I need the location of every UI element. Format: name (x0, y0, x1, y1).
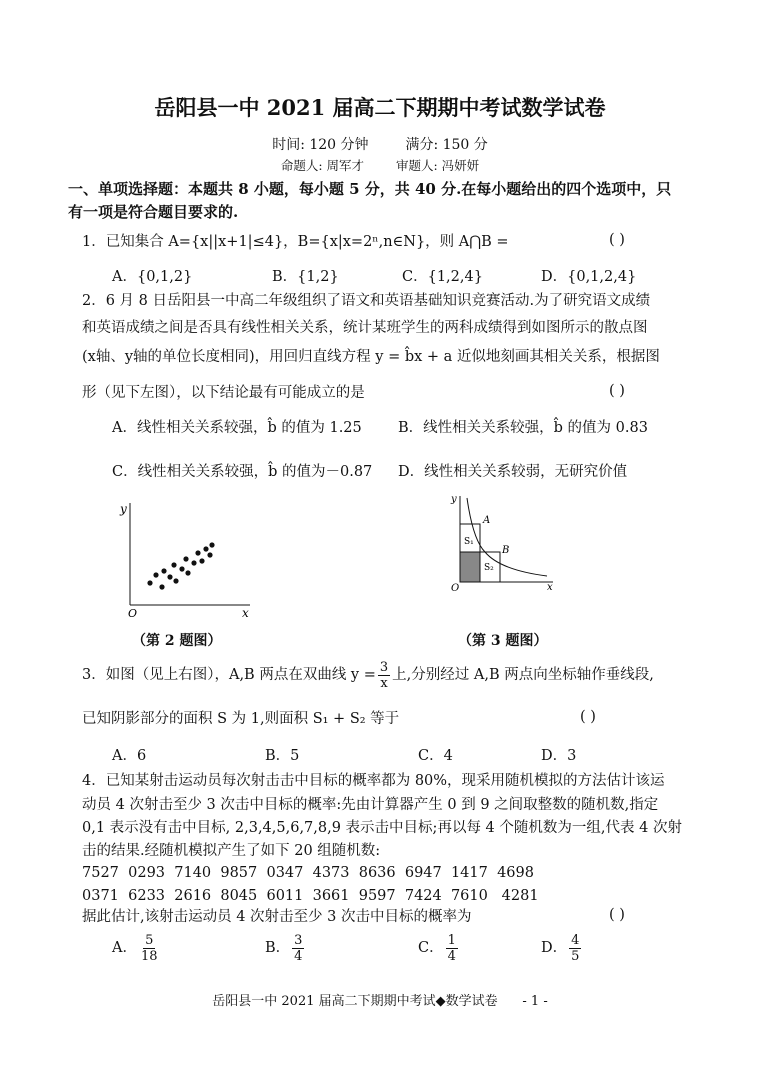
q3-stem-pre: 3．如图（见上右图），A,B 两点在双曲线 y = (82, 667, 376, 683)
q3-frac-num: 3 (379, 659, 389, 675)
q4-option-b (265, 928, 306, 968)
q4-stem-line3: 0,1 表示没有击中目标, 2,3,4,5,6,7,8,9 表示击中目标;再以每 4 个随机数为一组,代表 4 次射 (82, 820, 682, 836)
scatter-point (159, 584, 164, 589)
q4-option-b-frac (292, 933, 304, 964)
q4-option-a-num: 5 (145, 932, 154, 948)
q2-stem-line4: 形（见下左图），以下结论最有可能成立的是 (82, 385, 365, 401)
exam-authors-row (0, 156, 760, 174)
q4-option-c-label: C． (418, 940, 444, 956)
q3-option-c: C．4 (418, 748, 453, 764)
scatter-point (171, 562, 176, 567)
q3-answer-paren: ( ) (580, 709, 596, 725)
exam-meta-row (0, 134, 760, 154)
scatter-point (153, 572, 158, 577)
q2-option-d: D．线性相关关系较弱，无研究价值 (398, 464, 628, 480)
q2-stem-line3: (x轴、y轴的单位长度相同)，用回归直线方程 y = b̂x + a 近似地刻画其相关关系，根据图 (82, 349, 660, 365)
fig3-shaded-area (460, 552, 480, 582)
q4-option-a-den: 18 (140, 948, 158, 964)
q3-frac-den: x (380, 675, 388, 691)
q4-option-d-den: 5 (571, 948, 580, 964)
q4-option-d-num: 4 (571, 932, 580, 948)
q4-option-c-den: 4 (447, 948, 456, 964)
fig2-x-label: x (242, 606, 249, 620)
q3-stem-line1 (82, 658, 654, 692)
q1-option-c: C．{1,2,4} (402, 269, 483, 285)
q4-option-c-num: 1 (447, 932, 456, 948)
scatter-point (183, 556, 188, 561)
scatter-point (185, 570, 190, 575)
q3-stem-line2: 已知阴影部分的面积 S 为 1,则面积 S₁ + S₂ 等于 (82, 711, 400, 727)
q4-random-numbers-row2: 0371 6233 2616 8045 6011 3661 9597 7424 7610 4281 (82, 888, 539, 904)
fig2-points (147, 542, 214, 589)
q1-option-a: A．{0,1,2} (112, 269, 193, 285)
fig2-scatter-plot (110, 495, 260, 620)
q2-option-b: B．线性相关关系较强，b̂ 的值为 0.83 (398, 420, 648, 436)
scatter-point (209, 542, 214, 547)
fig2-caption: （第 2 题图） (132, 633, 222, 649)
q4-option-b-label: B． (265, 940, 291, 956)
scatter-point (167, 574, 172, 579)
fig2-y-label: y (120, 502, 127, 516)
q4-option-c-frac (446, 933, 458, 964)
q3-option-a: A．6 (112, 748, 147, 764)
scatter-point (191, 560, 196, 565)
q1-answer-paren: ( ) (609, 232, 625, 248)
scatter-point (179, 566, 184, 571)
q2-stem-line1: 2．6 月 8 日岳阳县一中高二年级组织了语文和英语基础知识竞赛活动.为了研究语文成绩 (82, 293, 651, 309)
q4-random-numbers-row1: 7527 0293 7140 9857 0347 4373 8636 6947 1417 4698 (82, 865, 534, 881)
q4-option-b-num: 3 (294, 932, 303, 948)
scatter-point (195, 550, 200, 555)
scatter-point (147, 580, 152, 585)
q4-stem-line2: 动员 4 次射击至少 3 次击中目标的概率:先由计算器产生 0 到 9 之间取整数的随机数,指定 (82, 797, 659, 813)
q4-stem-line4: 击的结果.经随机模拟产生了如下 20 组随机数: (82, 843, 381, 859)
q4-option-d-frac (569, 933, 581, 964)
scatter-point (203, 546, 208, 551)
scatter-point (207, 552, 212, 557)
q2-answer-paren: ( ) (609, 383, 625, 399)
question-setter: 命题人: 周军才 (280, 158, 365, 173)
fig3-s2-label: S₂ (484, 563, 494, 573)
q3-fraction (378, 660, 390, 691)
fig3-point-a: A (483, 515, 491, 526)
q1-option-d: D．{0,1,2,4} (541, 269, 637, 285)
q2-option-c: C．线性相关关系较强，b̂ 的值为－0.87 (112, 464, 373, 480)
q4-option-b-den: 4 (294, 948, 303, 964)
q2-stem-line2: 和英语成绩之间是否具有线性相关关系，统计某班学生的两科成绩得到如图所示的散点图 (82, 320, 648, 336)
q4-option-a-label: A． (112, 940, 137, 956)
page-footer: 岳阳县一中 2021 届高二下期期中考试◆数学试卷 - 1 - (212, 994, 548, 1009)
scatter-point (161, 568, 166, 573)
q3-option-b: B．5 (265, 748, 300, 764)
exam-time: 时间: 120 分钟 (272, 137, 369, 153)
section-heading: 一、单项选择题：本题共 8 小题，每小题 5 分，共 40 分.在每小题给出的四个选项中，只 (68, 180, 672, 198)
exam-score: 满分: 150 分 (405, 137, 488, 153)
q4-stem-question: 据此估计,该射击运动员 4 次射击至少 3 次击中目标的概率为 (82, 909, 472, 925)
section-heading-cont: 有一项是符合题目要求的. (68, 203, 239, 221)
q1-stem: 1．已知集合 A={x||x+1|≤4}，B={x|x=2ⁿ,n∈N}，则 A⋂B = (82, 234, 509, 250)
q4-answer-paren: ( ) (609, 907, 625, 923)
q2-option-a: A．线性相关关系较强，b̂ 的值为 1.25 (112, 420, 362, 436)
scatter-point (173, 578, 178, 583)
question-reviewer: 审题人: 冯妍妍 (395, 158, 480, 173)
fig2-origin-label: O (128, 607, 138, 620)
fig3-x-label: x (547, 582, 553, 593)
q4-option-c (418, 928, 460, 968)
q1-option-b: B．{1,2} (272, 269, 339, 285)
q4-stem-line1: 4．已知某射击运动员每次射击击中目标的概率都为 80%，现采用随机模拟的方法估计该运 (82, 773, 665, 789)
fig3-y-label: y (451, 494, 457, 505)
q3-stem-post: 上,分别经过 A,B 两点向坐标轴作垂线段, (392, 667, 654, 683)
q4-option-a-frac (139, 933, 160, 964)
scatter-point (199, 558, 204, 563)
page-title: 岳阳县一中 2021 届高二下期期中考试数学试卷 (154, 95, 606, 120)
fig3-origin-label: O (451, 583, 460, 594)
q4-option-a (112, 928, 162, 968)
q4-option-d-label: D． (541, 940, 568, 956)
fig3-caption: （第 3 题图） (458, 633, 548, 649)
q4-option-d (541, 928, 583, 968)
fig3-hyperbola-plot (445, 490, 560, 600)
q3-option-d: D．3 (541, 748, 577, 764)
fig3-point-b: B (502, 545, 510, 556)
fig3-s1-label: S₁ (464, 537, 474, 547)
